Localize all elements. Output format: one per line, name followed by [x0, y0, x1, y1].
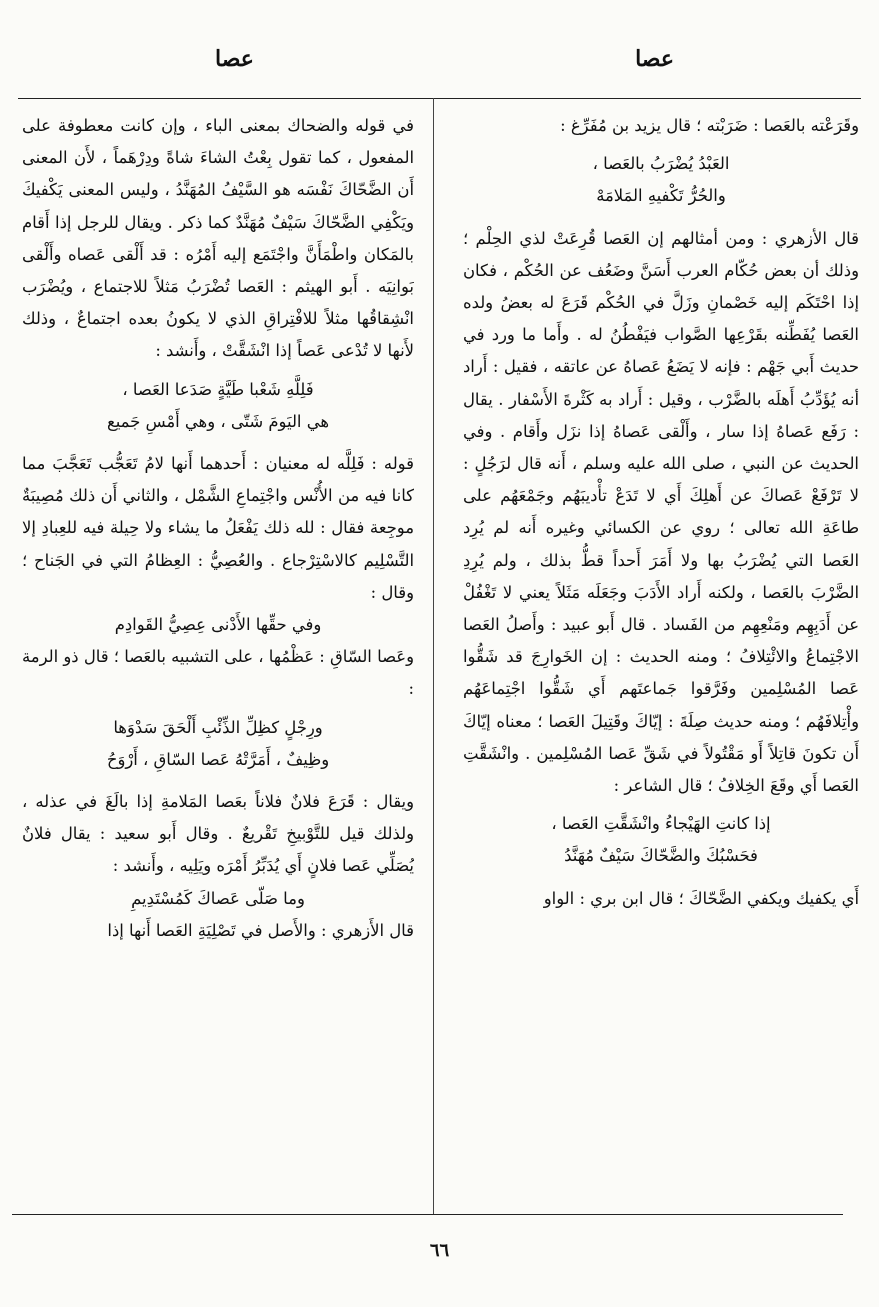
paragraph: ويقال : قَرَعَ فلانٌ فلاناً بعَصا المَلامةِ إذا بالَغَ في عذله ، ولذلك قيل للتَّوْبيخِ تَقْريعٌ . وقال أَبو سعيد : يقال فلانٌ يُصَلِّي عَصا فلانٍ أَي يُدَبِّرُ أَمْرَه ويَلِيه ، وأَنشد :	[22, 792, 414, 876]
verse-line: وظِيفٌ ، أَمَرَّتْهُ عَصا السّاقِ ، أَرْوَحُ	[106, 749, 330, 769]
right-column	[463, 110, 859, 1210]
verse-line: وما صَلّى عَصاكَ كَمُسْتَدِيمِ	[131, 888, 305, 908]
paragraph: وقَرَعْته بالعَصا : ضَرَبْته ؛ قال يزيد بن مُفَرِّغ :	[560, 116, 859, 135]
paragraph: قوله : فَلِلَّه له معنيان : أَحدهما أَنها لامُ تَعَجُّب تَعَجَّبَ مما كانا فيه من الأُنْس واجْتِماعِ الشَّمْل ، والثاني أَن ذلك مُصِيبَةٌ موجِعة فقال : لله ذلك يَفْعَلُ ما يشاء ولا حِيلة فيه للعِبادِ إلا التَّسْلِيم كالاسْتِرْجاع . والعُصِيُّ : العِظامُ التي في الجَناح ؛ وقال :	[22, 454, 414, 602]
verse-line: ورِجْلٍ كظِلِّ الذِّئْبِ أَلْحَقَ سَدْوَها	[113, 717, 323, 737]
page-number: ٦٦	[429, 1240, 450, 1261]
verse-line: العَبْدُ يُضْرَبُ بالعَصا ،	[592, 154, 730, 174]
headword-right: عصا	[635, 46, 674, 72]
paragraph: في قوله والضحاك بمعنى الباء ، وإن كانت معطوفة على المفعول ، كما تقول بِعْتُ الشاءَ شاةً ودِرْهَماً ، لأَن المعنى أَن الضَّحّاكَ نَفْسَه هو السَّيْفُ المُهَنَّدُ ، وليس المعنى يَكْفيكَ ويَكْفِي الضَّحّاكَ سَيْفٌ مُهَنَّدٌ كما ذكر . ويقال للرجل إذا أَقام بالمَكان واطْمَأَنَّ واجْتَمَع إليه أَمْرُه : قد أَلْقى عَصاه وأَلْقى بَوانِيَه . أَبو الهيثم : العَصا تُضْرَبُ مَثلاً للاجتماع ، ويُضْرَب انْشِقاقُها مثلاً للافْتِراقِ الذي لا يكونُ بعده اجتماعٌ ، وذلك لأَنها لا تُدْعى عَصاً إذا انْشَقَّتْ ، وأَنشد :	[22, 116, 414, 361]
verse-line: إذا كانتِ الهَيْجاءُ وانْشَقَّتِ العَصا ،	[551, 814, 771, 834]
verse-line: وفي حقِّها الأَدْنى عِصِيُّ القَوادِم	[114, 615, 322, 635]
verse-line: والحُرُّ تَكْفيهِ المَلامَهْ	[596, 186, 726, 206]
left-column	[22, 110, 414, 1210]
paragraph: وعَصا السّاقِ : عَظْمُها ، على التشبيه بالعَصا ؛ قال ذو الرمة :	[22, 647, 414, 699]
verse-line: فَلِلَّهِ شَعْبا طَيَّةٍ صَدَعا العَصا ،	[122, 379, 314, 399]
column-divider	[433, 98, 434, 1214]
headword-left: عصا	[215, 46, 254, 72]
verse-line: هي اليَومَ شَتّى ، وهي أَمْسِ جَميع	[106, 411, 330, 431]
paragraph: قال الأَزهري : والأَصل في تَصْلِيَةِ العَصا أَنها إذا	[107, 920, 414, 940]
paragraph: أَي يكفيك ويكفي الضَّحّاكَ ؛ قال ابن بري : الواو	[543, 888, 859, 908]
footer-rule	[12, 1214, 843, 1215]
verse-line: فحَسْبُكَ والضَّحّاكَ سَيْفٌ مُهَنَّدُ	[564, 846, 758, 866]
paragraph: قال الأزهري : ومن أمثالهم إن العَصا قُرِعَتْ لذي الحِلْم ؛ وذلك أن بعض حُكّام العرب أَسَنَّ وضَعُف عن الحُكْم ، فكان إذا احْتَكَم إليه خَصْمانِ وزَلَّ في الحُكْم قَرَعَ له بعضُ ولده العَصا يُفَطِّنه بقَرْعِها الصَّواب فيَفْطُنُ له . وأَما ما ورد في حديث أَبي جَهْم : فإنه لا يَضَعُ عَصاهُ عن عاتقه ، فقيل : أَراد أنه يُؤَدِّبُ أَهلَه بالضَّرْب ، وقيل : أَراد به كَثْرةَ الأَسْفار . يقال : رَفَع عَصاهُ إذا سار ، وأَلْقى عَصاهُ إذا نزَل وأَقام . وفي الحديث عن النبي ، صلى الله عليه وسلم ، أَنه قال لرَجُلٍ : لا تَرْفَعْ عَصاكَ عن أَهلِكَ أَي لا تَدَعْ تأْديبَهُم وجَمْعَهُم على طاعَةِ الله تعالى ؛ روي عن الكسائي وغيره أَنه لم يُرِد العَصا التي يُضْرَبُ بها ولا أَمَرَ أَحداً قطُّ بذلك ، ولم يُرِدِ الضَّرْبَ بالعَصا ، ولكنه أَراد الأَدَبَ وجَعَلَه مَثَلاً يعني لا تَغْفُلْ عن أَدَبِهِم ومَنْعِهِم من الفَساد . قال أَبو عبيد : وأَصلُ العَصا الاجْتِماعُ والائْتِلافُ ؛ ومنه الحديث : إن الخَوارِجَ قد شَقُّوا عَصا المُسْلِمين وفَرَّقوا جَماعتَهم أَي شَقُّوا اجْتِماعَهُم وأْتِلافَهُم ؛ ومنه حديث صِلَةَ : إيّاكَ وقَتِيلَ العَصا ؛ معناه إيّاكَ أَن تكونَ قاتِلاً أَو مَقْتُولاً في شَقِّ عَصا المُسْلِمين . وانْشَقَّتِ العَصا أَي وقَعَ الخِلافُ ؛ قال الشاعر :	[463, 228, 859, 796]
header-rule	[18, 98, 861, 99]
